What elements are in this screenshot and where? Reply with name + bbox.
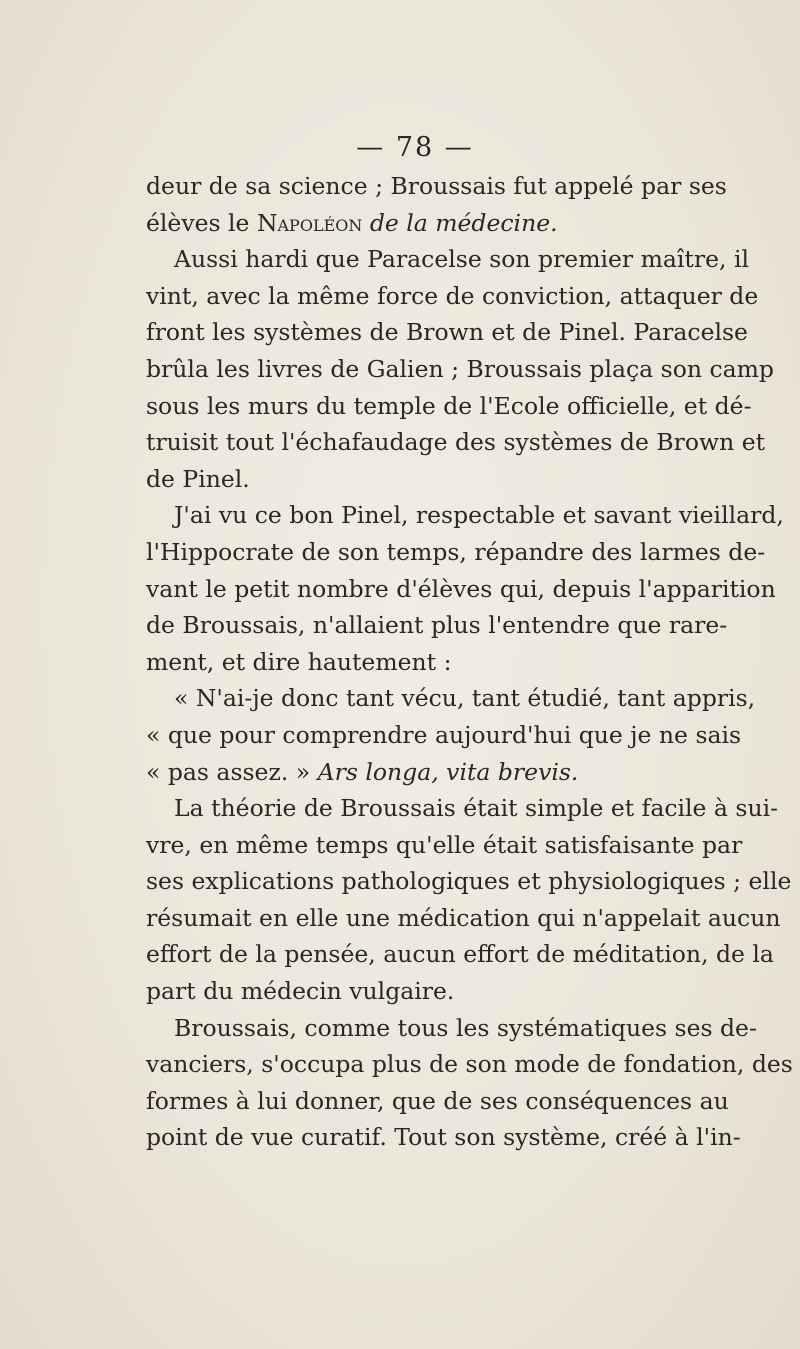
text-line: vant le petit nombre d'élèves qui, depuis l'apparition [146, 574, 776, 603]
text-line: formes à lui donner, que de ses conséquences au [146, 1086, 729, 1115]
text-line: sous les murs du temple de l'Ecole officielle, et dé- [146, 391, 752, 420]
text-line: vre, en même temps qu'elle était satisfaisante par [146, 830, 743, 859]
text-line: « que pour comprendre aujourd'hui que je ne sais [146, 720, 742, 749]
italic-phrase: de la médecine. [362, 208, 558, 237]
text-line: Aussi hardi que Paracelse son premier maître, il [174, 245, 749, 274]
text-line: effort de la pensée, aucun effort de méditation, de la [146, 940, 774, 969]
text-line: deur de sa science ; Broussais fut appelé par ses [146, 172, 727, 200]
text-line: front les systèmes de Brown et de Pinel. Paracelse [146, 318, 748, 347]
text-line: de Pinel. [146, 464, 250, 493]
text-line: « N'ai-je donc tant vécu, tant étudié, tant appris, [174, 684, 756, 713]
italic-phrase: Ars longa, vita brevis. [317, 757, 579, 786]
text-line: Broussais, comme tous les systématiques ses de- [174, 1013, 757, 1042]
text-line: truisit tout l'échafaudage des systèmes de Brown et [146, 428, 766, 457]
text-line: résumait en elle une médication qui n'appelait aucun [146, 903, 781, 932]
text-line: vanciers, s'occupa plus de son mode de fondation, des [146, 1050, 793, 1079]
text-line: J'ai vu ce bon Pinel, respectable et savant vieillard, [174, 501, 784, 530]
text-line: « pas assez. » Ars longa, vita brevis. [146, 757, 579, 786]
text-line: part du médecin vulgaire. [146, 977, 455, 1006]
text-line: de Broussais, n'allaient plus l'entendre que rare- [146, 611, 728, 640]
text-line: ment, et dire hautement : [146, 647, 452, 676]
text-line: brûla les livres de Galien ; Broussais plaça son camp [146, 354, 774, 383]
text-line: ses explications pathologiques et physiologiques ; elle [146, 867, 792, 896]
text-line: La théorie de Broussais était simple et facile à sui- [174, 794, 779, 823]
text-line: l'Hippocrate de son temps, répandre des larmes de- [146, 537, 766, 566]
body-text [146, 168, 793, 1156]
page-number: — 78 — [356, 132, 474, 163]
text-line: point de vue curatif. Tout son système, créé à l'in- [146, 1123, 741, 1152]
text-line: vint, avec la même force de conviction, attaquer de [146, 281, 759, 310]
smallcaps-name: Napoléon [256, 208, 363, 237]
text-line: élèves le Napoléon de la médecine. [146, 208, 558, 237]
